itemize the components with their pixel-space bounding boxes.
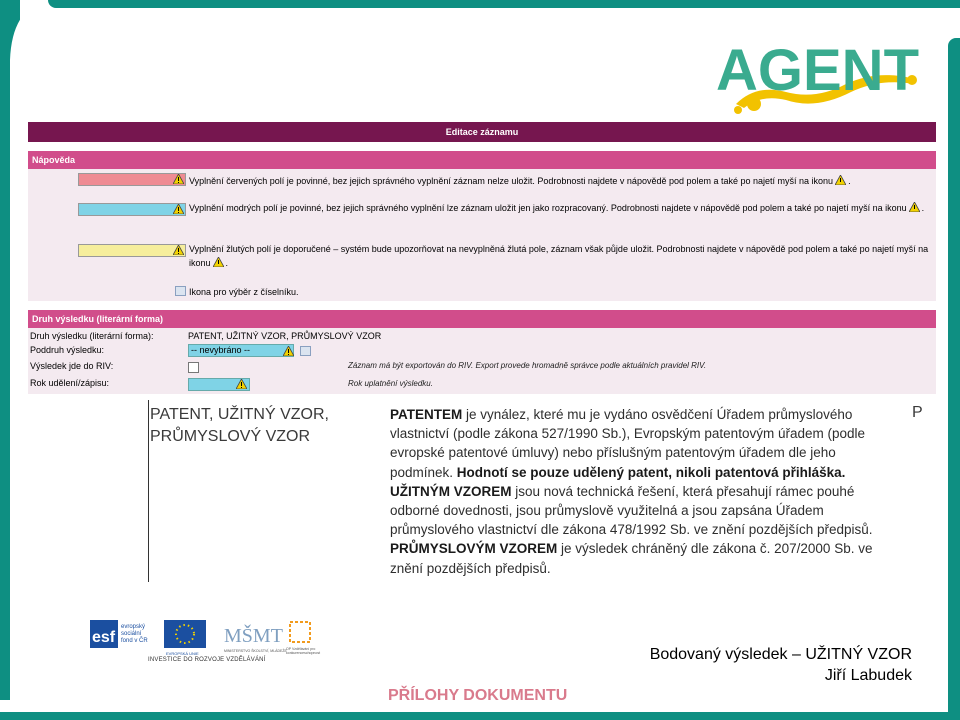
svg-text:konkurenceschopnost: konkurenceschopnost [286,651,321,655]
warning-icon[interactable] [173,204,184,214]
svg-text:fond v ČR: fond v ČR [121,638,148,644]
svg-text:OP Vzdělávání pro: OP Vzdělávání pro [286,647,316,651]
warning-icon[interactable] [213,257,224,267]
riv-checkbox[interactable] [188,362,199,373]
frame-left [0,0,20,700]
warning-icon[interactable] [283,346,294,356]
svg-text:evropský: evropský [121,624,146,630]
list-icon-text: Ikona pro výběr z číselníku. [189,287,299,297]
frame-bottom [0,712,960,720]
editor-header: Editace záznamu [28,122,936,142]
msmt-icon: MŠMT [224,625,283,647]
list-picker-icon[interactable] [300,346,311,356]
help-box-title: PATENT, UŽITNÝ VZOR, PRŮMYSLOVÝ VZOR [150,406,329,445]
legend-blue-field [78,203,186,216]
list-picker-icon[interactable] [175,286,186,296]
warning-icon[interactable] [173,245,184,255]
result-section-header[interactable]: Druh výsledku (literární forma) [28,310,936,328]
year-label: Rok udělení/zápisu: [30,378,110,388]
agent-logo [716,34,926,118]
warning-icon[interactable] [173,174,184,184]
result-type-value: PATENT, UŽITNÝ VZOR, PRŮMYSLOVÝ VZOR [188,331,382,341]
legend-yellow-text: Vyplnění žlutých polí je doporučené – systém bude upozorňovat na nevyplněná žlutá pole, záznam však půjde uložit. Podrobnosti najdete v nápovědě pod polem a také po najetí myší na ikonu . [189,244,929,268]
frame-right [948,38,960,720]
warning-icon[interactable] [909,202,920,212]
svg-text:esf: esf [92,629,116,646]
logo-text: AGENT [716,38,919,103]
help-panel [28,169,936,301]
riv-note: Záznam má být exportován do RIV. Export provede hromadně správce podle aktuálních pravidel RIV. [348,361,707,370]
svg-text:EVROPSKÁ UNIE: EVROPSKÁ UNIE [166,651,199,656]
help-box-text: PATENTEM je vynález, které mu je vydáno osvědčení Úřadem průmyslového vlastnictví (podle zákona 527/1990 Sb.), Evropským patentovým úřadem (podle evropské patentové úmluvy) nebo příslušným patentovým úřadem dle jeho podmínek. Hodnotí se pouze udělený patent, nikoli patentová přihláška. UŽITNÝM VZOREM jsou nová technická řešení, která přesahují rámec pouhé odborné dovednosti, jsou průmyslově využitelná a jsou zapsána Úřadem průmyslového vlastnictví dle zákona 478/1992 Sb. ve znění pozdějších předpisů. PRŮMYSLOVÝM VZOREM je výsledek chráněný dle zákona č. 207/2000 Sb. ve znění pozdějších předpisů. [390,407,873,576]
legend-red-field [78,173,186,186]
attachments-link[interactable]: PŘÍLOHY DOKUMENTU [388,687,568,704]
help-box-code: P [912,404,923,421]
help-section-header[interactable]: Nápověda [28,151,936,169]
legend-blue-text: Vyplnění modrých polí je povinné, bez jejich správného vyplnění lze záznam uložit jen jako rozpracovaný. Podrobnosti najdete v nápovědě pod polem a také po najetí myší na ikonu . [189,203,925,213]
op-icon [290,622,310,642]
svg-text:sociální: sociální [121,631,142,637]
frame-top [48,0,960,8]
riv-label: Výsledek jde do RIV: [30,361,114,371]
svg-text:MINISTERSTVO ŠKOLSTVÍ, MLÁDEŽE: MINISTERSTVO ŠKOLSTVÍ, MLÁDEŽE [224,649,287,653]
warning-icon[interactable] [835,175,846,185]
legend-yellow-field [78,244,186,257]
legend-red-text: Vyplnění červených polí je povinné, bez jejich správného vyplnění záznam nelze uložit. Podrobnosti najdete v nápovědě pod polem a také po najetí myší na ikonu . [189,176,851,186]
result-type-label: Druh výsledku (literární forma): [30,331,154,341]
warning-icon[interactable] [236,379,247,389]
slide-title: Bodovaný výsledek – UŽITNÝ VZOR [649,646,912,663]
eu-caption: INVESTICE DO ROZVOJE VZDĚLÁVÁNÍ [148,657,266,663]
year-note: Rok uplatnění výsledku. [348,379,433,388]
subtype-label: Poddruh výsledku: [30,345,105,355]
slide-author: Jiří Labudek [824,667,912,684]
subtype-select[interactable]: -- nevybráno -- [188,344,294,357]
